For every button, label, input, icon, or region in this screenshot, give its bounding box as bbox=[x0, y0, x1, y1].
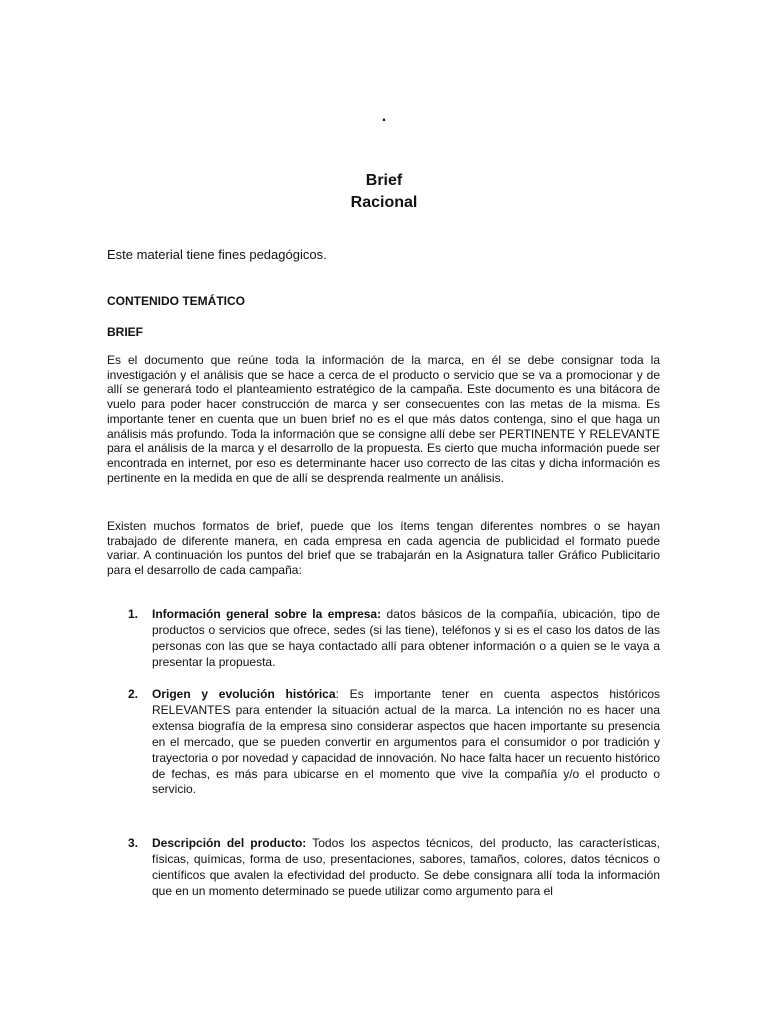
pedagogical-note: Este material tiene fines pedagógicos. bbox=[107, 247, 327, 262]
list-item-number: 2. bbox=[128, 687, 139, 701]
list-item-body bbox=[152, 687, 660, 798]
list-item-number: 1. bbox=[128, 607, 139, 621]
header-dot: . bbox=[381, 108, 387, 125]
list-item-lead: Descripción del producto: bbox=[152, 836, 307, 850]
list-item-lead: Origen y evolución histórica bbox=[152, 687, 336, 701]
list-item-text: : Es importante tener en cuenta aspectos históricos RELEVANTES para entender la situación actual de la marca. La intención no es hacer una extensa biografía de la empresa sino considerar aspectos que hacen importante su presencia en el mercado, que se pueden convertir en argumentos para el consumidor o por tradición y trayectoria o por novedad y capacidad de innovación. No hace falta hacer un recuento histórico de fechas, es más para ubicarse en el momento que vive la compañía y/o el producto o servicio. bbox=[152, 687, 661, 797]
list-item-body bbox=[152, 836, 660, 900]
paragraph-brief-definition: Es el documento que reúne toda la información de la marca, en él se debe consignar toda la investigación y el análisis que se hace a cerca de el producto o servicio que se va a promocionar y de allí se generará todo el planteamiento estratégico de la campaña. Este documento es una bitácora de vuelo para poder hacer construcción de marca y ser consecuentes con las metas de la misma. Es importante tener en cuenta que un buen brief no es el que más datos contenga, sino el que haga un análisis más profundo. Toda la información que se consigne allí debe ser PERTINENTE Y RELEVANTE para el análisis de la marca y el desarrollo de la propuesta. Es cierto que mucha información puede ser encontrada en internet, por eso es determinante hacer uso correcto de las citas y dicha información es pertinente en la medida en que de allí se desprenda realmente un análisis. bbox=[107, 353, 660, 485]
list-item-number: 3. bbox=[128, 836, 139, 850]
paragraph-brief-formats: Existen muchos formatos de brief, puede que los ítems tengan diferentes nombres o se hayan trabajado de diferente manera, en cada empresa en cada agencia de publicidad el formato puede variar. A continuación los puntos del brief que se trabajarán en la Asignatura taller Gráfico Publicitario para el desarrollo de cada campaña: bbox=[107, 519, 660, 578]
list-item-text: datos básicos de la compañía, ubicación, tipo de productos o servicios que ofrece, sedes (si las tiene), teléfonos y si es el caso los datos de las personas con las que se haya contactado allí para obtener información o a quien se le vaya a presentar la propuesta. bbox=[152, 607, 660, 669]
section-heading-contenido: CONTENIDO TEMÁTICO bbox=[107, 294, 245, 308]
document-subtitle: Racional bbox=[350, 194, 418, 211]
list-item-lead: Información general sobre la empresa: bbox=[152, 607, 382, 621]
list-item-body bbox=[152, 607, 660, 671]
document-title: Brief bbox=[365, 172, 403, 189]
list-item-text: Todos los aspectos técnicos, del producto, las características, físicas, químicas, forma de uso, presentaciones, sabores, tamaños, colores, datos técnicos o científicos que avalen la efectividad del producto. Se debe consignara allí toda la información que en un momento determinado se puede utilizar como argumento para el bbox=[152, 836, 660, 898]
section-heading-brief: BRIEF bbox=[107, 325, 143, 339]
